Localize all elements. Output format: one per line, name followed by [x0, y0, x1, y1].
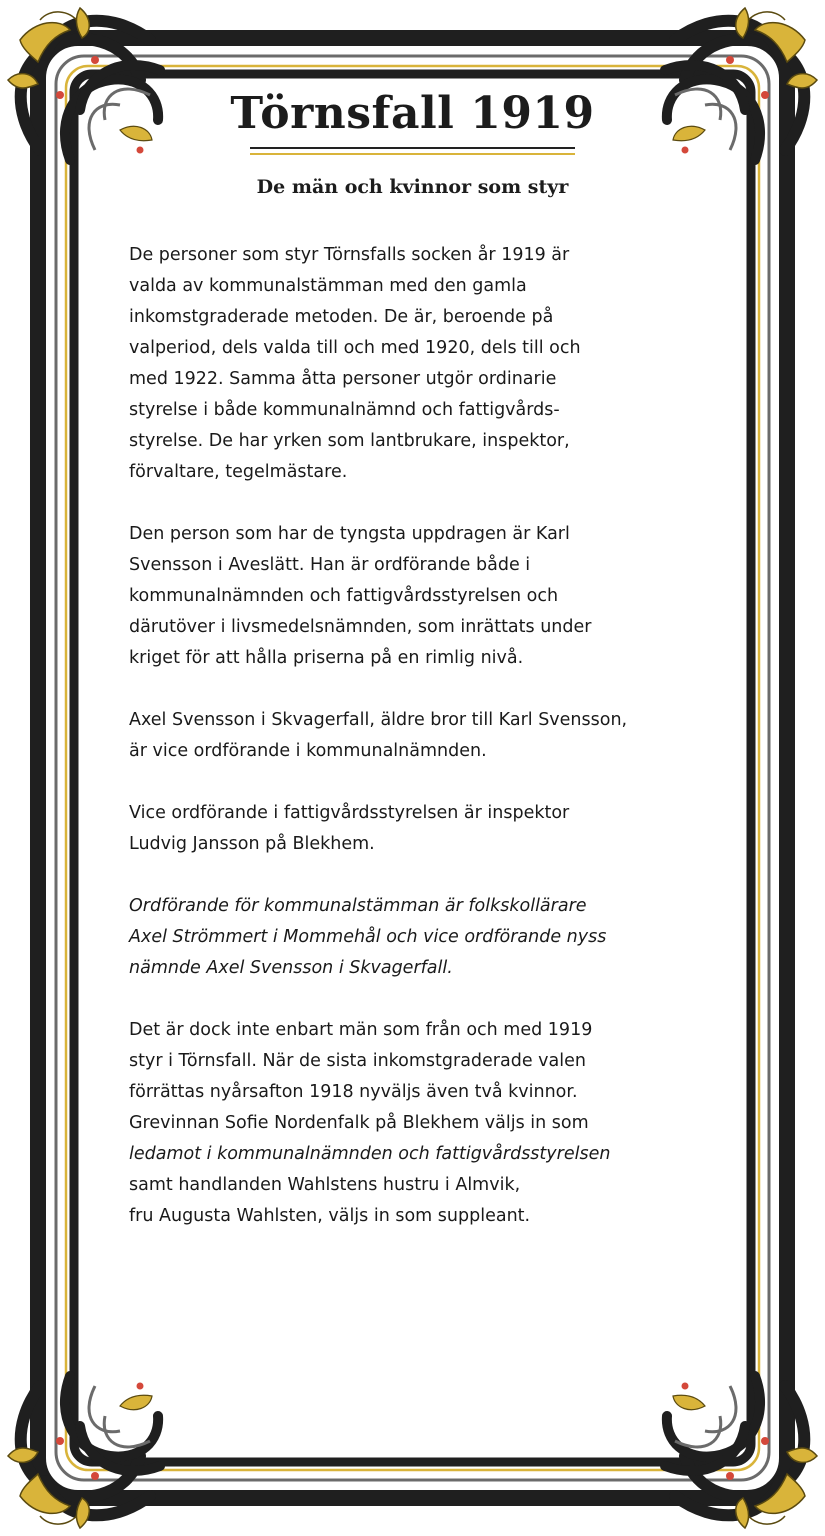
- page-subtitle: De män och kvinnor som styr: [256, 176, 569, 198]
- paragraph-4: Vice ordförande i fattigvårdsstyrelsen är inspektor Ludvig Jansson på Blekhem.: [129, 803, 570, 854]
- article-body: [129, 240, 719, 1263]
- ornamental-corner-icon: [665, 1376, 817, 1528]
- ornamental-corner-icon: [8, 1376, 160, 1528]
- title-underline-dark: [250, 147, 575, 149]
- paragraph-3: Axel Svensson i Skvagerfall, äldre bror till Karl Svensson, är vice ordförande i kommunalnämnden.: [129, 710, 628, 761]
- paragraph-6-lines-1: Det är dock inte enbart män som från och med 1919 styr i Törnsfall. När de sista inkomstgraderade valen förrättas nyårsafton 1918 nyväljs även två kvinnor. Grevinnan Sofie Nordenfalk på Blekhem väljs in som: [129, 1020, 593, 1133]
- paragraph-6-lines-2: samt handlanden Wahlstens hustru i Almvik, fru Augusta Wahlsten, väljs in som suppleant.: [129, 1175, 531, 1226]
- page-title: Törnsfall 1919: [230, 88, 595, 139]
- paragraph-1: De personer som styr Törnsfalls socken år 1919 är valda av kommunalstämman med den gamla inkomstgraderade metoden. De är, beroende på valperiod, dels valda till och med 1920, dels till och med 1922. Samma åtta personer utgör ordinarie styrelse i både kommunalnämnd och fattigvårds- styrelse. De har yrken som lantbrukare, inspektor, förvaltare, tegelmästare.: [129, 245, 581, 482]
- paragraph-6-italic-line: ledamot i kommunalnämnden och fattigvårdsstyrelsen: [129, 1144, 611, 1164]
- paragraph-2: Den person som har de tyngsta uppdragen är Karl Svensson i Aveslätt. Han är ordförande både i kommunalnämnden och fattigvårdsstyrelsen och därutöver i livsmedelsnämnden, som inrättats under kriget för att hålla priserna på en rimlig nivå.: [129, 524, 592, 668]
- title-underline-gold: [250, 153, 575, 155]
- paragraph-6: [129, 1015, 719, 1232]
- paragraph-5: Ordförande för kommunalstämman är folkskollärare Axel Strömmert i Mommehål och vice ordförande nyss nämnde Axel Svensson i Skvagerfall.: [129, 896, 607, 978]
